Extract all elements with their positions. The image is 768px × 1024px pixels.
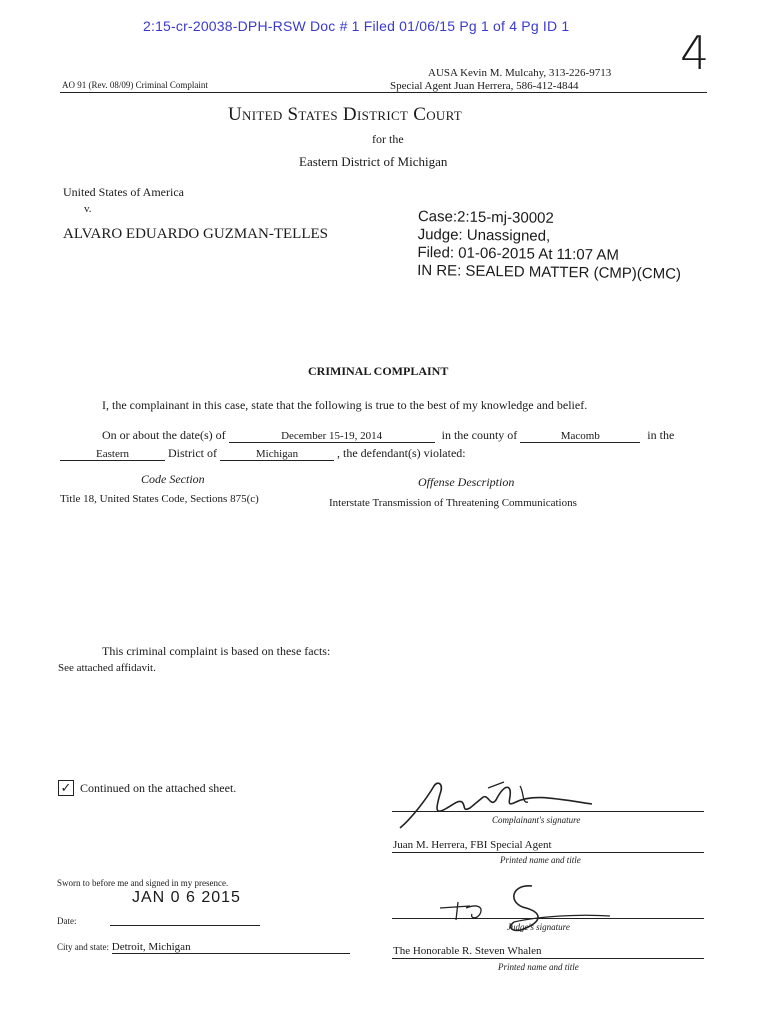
date-label: Date: xyxy=(57,916,77,926)
complainant-name: Juan M. Herrera, FBI Special Agent xyxy=(393,839,552,851)
complainant-signature-label: Complainant's signature xyxy=(492,815,581,825)
city-state-line xyxy=(57,941,350,954)
district-of-label: District of xyxy=(168,446,217,460)
versus: v. xyxy=(84,203,92,215)
judge-signature-line xyxy=(392,918,704,919)
court-name: United States District Court xyxy=(228,104,462,125)
district-name: Eastern District of Michigan xyxy=(299,154,448,169)
form-id: AO 91 (Rev. 08/09) Criminal Complaint xyxy=(62,80,208,90)
judge-signature-label: Judge's signature xyxy=(507,922,570,932)
facts-text: See attached affidavit. xyxy=(58,662,156,674)
case-header: 2:15-cr-20038-DPH-RSW Doc # 1 Filed 01/06/15 Pg 1 of 4 Pg ID 1 xyxy=(143,18,570,34)
city-state-label: City and state: xyxy=(57,942,109,952)
county-value: Macomb xyxy=(520,430,640,443)
in-county-label: in the county of xyxy=(441,428,518,442)
offense-description: Interstate Transmission of Threatening Communications xyxy=(329,497,577,509)
page-mark: 4 xyxy=(680,26,710,80)
sworn-statement: Sworn to before me and signed in my presence. xyxy=(57,878,229,888)
offense-dates: December 15-19, 2014 xyxy=(229,430,435,443)
on-or-about-label: On or about the date(s) of xyxy=(102,428,226,442)
date-line-rule xyxy=(110,925,260,926)
code-section: Title 18, United States Code, Sections 875(c) xyxy=(60,493,259,505)
violated-label: , the defendant(s) violated: xyxy=(337,446,466,460)
printed-name-label-2: Printed name and title xyxy=(498,962,579,972)
based-on-facts: This criminal complaint is based on these facts: xyxy=(102,644,331,658)
complaint-title: CRIMINAL COMPLAINT xyxy=(308,364,449,378)
ausa-line: AUSA Kevin M. Mulcahy, 313-226-9713 xyxy=(428,67,612,79)
stamp-case: Case:2:15-mj-30002 xyxy=(417,208,554,227)
stamp-filed: Filed: 01-06-2015 At 11:07 AM xyxy=(417,243,620,264)
in-the-label: in the xyxy=(647,428,675,442)
city-state-value: Detroit, Michigan xyxy=(112,941,350,954)
judge-name-line xyxy=(392,958,704,959)
continued-checkbox[interactable]: ✓ xyxy=(58,780,74,796)
date-line xyxy=(102,428,674,443)
stamp-judge: Judge: Unassigned, xyxy=(417,225,551,245)
date-stamp: JAN 0 6 2015 xyxy=(132,889,241,906)
stamp-matter: IN RE: SEALED MATTER (CMP)(CMC) xyxy=(417,261,682,283)
defendant: ALVARO EDUARDO GUZMAN-TELLES xyxy=(63,226,328,242)
form-header-rule xyxy=(60,92,707,93)
plaintiff: United States of America xyxy=(63,185,184,199)
for-the: for the xyxy=(372,132,404,146)
district-value: Eastern xyxy=(60,448,165,461)
complainant-signature-line xyxy=(392,811,704,812)
state-value: Michigan xyxy=(220,448,334,461)
complainant-name-line xyxy=(392,852,704,853)
code-section-header: Code Section xyxy=(141,472,205,486)
complaint-intro: I, the complainant in this case, state that the following is true to the best of my knowledge and belief. xyxy=(102,398,588,412)
district-line xyxy=(60,446,466,461)
judge-name: The Honorable R. Steven Whalen xyxy=(393,945,542,957)
clerk-stamp xyxy=(417,208,682,284)
agent-line: Special Agent Juan Herrera, 586-412-4844 xyxy=(390,80,579,92)
offense-header: Offense Description xyxy=(418,475,515,489)
continued-label: Continued on the attached sheet. xyxy=(80,781,237,795)
printed-name-label-1: Printed name and title xyxy=(500,855,581,865)
